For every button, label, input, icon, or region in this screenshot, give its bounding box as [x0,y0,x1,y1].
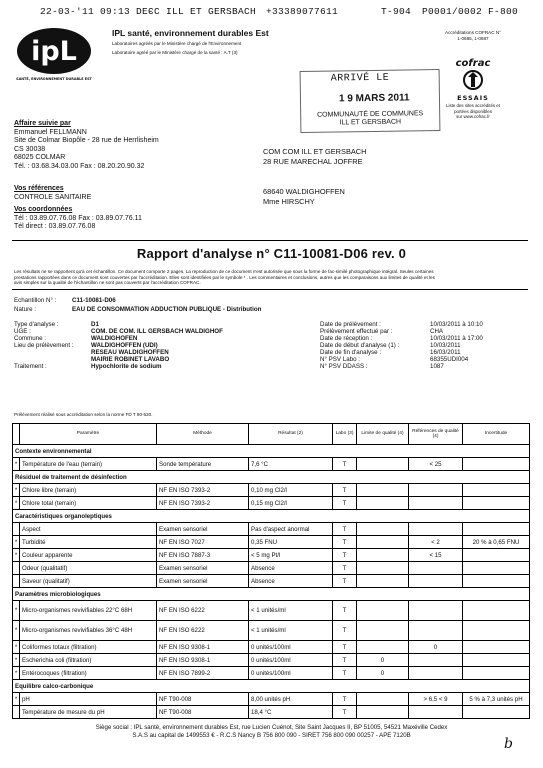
results-body [13,445,530,719]
cell-param: Aspect [20,523,157,536]
cell-limit [357,693,409,706]
cell-ref [409,575,463,588]
col-references: Références de qualité (4) [409,424,463,445]
cell-labo: T [333,497,357,510]
handwritten-mark: b [504,736,513,752]
cell-result: Absence [249,562,333,575]
contact-phone-fax: Tél. : 03.68.34.03.00 Fax : 08.20.20.90.32 [14,162,145,170]
accredited-marker: * [13,497,20,510]
accredited-marker: * [13,536,20,549]
col-incertitude: Incertitude [463,424,530,445]
cell-uncertainty [463,667,530,680]
accredited-marker: * [13,601,20,621]
table-row [13,706,530,719]
cell-result: 8,00 unités pH [249,693,333,706]
accredited-marker: * [13,621,20,641]
coordinates-line1: Tél : 03.89.07.76.08 Fax : 03.89.07.76.11 [14,214,142,222]
contact-address-1: Site de Colmar Biopôle - 28 rue de Herrlisheim [14,137,159,145]
cell-method: NF T90-008 [157,693,249,706]
cell-method: Examen sensoriel [157,575,249,588]
traitement-value: Hypochlorite de sodium [91,363,162,370]
accreditation-line2: 1-0685, 1-0687 [457,36,489,41]
col-parametre: Paramètre [20,424,157,445]
table-row [13,523,530,536]
cell-limit [357,621,409,641]
legal-notice [14,269,528,286]
accredited-marker: * [13,693,20,706]
cell-method: Examen sensoriel [157,562,249,575]
cell-uncertainty [463,523,530,536]
cell-labo: T [333,458,357,471]
accreditation [425,30,521,42]
recipient-address [263,147,367,167]
cell-uncertainty: 20 % à 0,65 FNU [463,536,530,549]
footer-line-2: S.A.S au capital de 1499553 € - R.C.S Nancy B 756 800 090 - SIRET 756 800 090 00257 - APE 7120B [132,732,411,739]
nature-label: Nature : [14,306,37,313]
fax-datetime: 22-03-'11 09:13 DE- [40,6,155,17]
table-header-row [13,424,530,445]
cell-param: Saveur (qualitatif) [20,575,157,588]
table-row [13,536,530,549]
cell-limit [357,497,409,510]
cell-method: NF EN ISO 9308-1 [157,641,249,654]
cell-uncertainty [463,601,530,621]
cell-uncertainty [463,621,530,641]
cell-limit [357,562,409,575]
ipl-logo [16,26,92,82]
cell-param: Chlore libre (terrain) [20,484,157,497]
contact-label: Affaire suivie par [14,120,71,127]
cell-limit [357,484,409,497]
cell-param: Coliformes totaux (filtration) [20,641,157,654]
section-title: Caractéristiques organoleptiques [13,510,530,523]
cell-param: pH [20,693,157,706]
references-block [14,185,254,202]
accredited-marker [13,575,20,588]
cell-limit [357,549,409,562]
date-recep-label: Date de réception : [320,335,373,342]
lab-approval-1: Laboratoires agréés par le Ministère chargé de l'Environnement [112,41,242,46]
cell-labo: T [333,484,357,497]
col-methode: Méthode [157,424,249,445]
accredited-marker [13,562,20,575]
cell-param: Odeur (qualitatif) [20,562,157,575]
date-prel-value: 10/03/2011 à 10:10 [430,321,483,328]
cell-labo: T [333,536,357,549]
cell-ref [409,621,463,641]
logo-letters: ipL [31,36,77,67]
contact-address-2: CS 30038 [14,145,46,153]
cell-ref [409,562,463,575]
references-label: Vos références [14,185,64,192]
cell-result: 7,6 °C [249,458,333,471]
accredited-marker: * [13,458,20,471]
cell-method: NF EN ISO 9308-1 [157,654,249,667]
date-fin-label: Date de fin d'analyse : [320,349,382,356]
table-row [13,621,530,641]
psv-ddass-value: 1087 [430,363,444,370]
section-row [13,445,530,458]
cell-method: NF T90-008 [157,706,249,719]
stamp-date: 1 9 MARS 2011 [338,92,410,105]
table-row [13,654,530,667]
cell-limit [357,641,409,654]
notice-line-1: Les résultats ne se rapportent qu'à cet échantillon. Ce document comporte 2 pages. La reproduction de ce document n'est autorisée que sous la forme de fac-similé photographique intégral. Seules certaines [14,269,434,274]
cell-result: 0,35 FNU [249,536,333,549]
date-prel-label: Date de prélèvement : [320,321,381,328]
logo-caption: SANTÉ, ENVIRONNEMENT DURABLE EST [16,77,92,81]
results-table [12,423,530,719]
cell-limit [357,458,409,471]
lab-approval-2: Laboratoire agréé par le Ministère chargé de la santé : A.T (3) [112,50,238,55]
cell-labo: T [333,601,357,621]
cell-result: 0 unités/100ml [249,654,333,667]
uge-value: COM. DE COM. ILL GERSBACH WALDIGHOF [91,328,223,335]
cell-labo: T [333,562,357,575]
cell-uncertainty [463,562,530,575]
cell-labo: T [333,693,357,706]
fax-header [40,6,533,20]
footer [0,724,543,740]
cell-labo: T [333,654,357,667]
psv-ddass-label: N° PSV DDASS : [320,363,368,370]
cell-labo: T [333,549,357,562]
cell-limit [357,601,409,621]
cell-ref [409,484,463,497]
lieu-label: Lieu de prélèvement : [14,342,74,349]
cell-param: Escherichia coli (filtration) [20,654,157,667]
cell-result: Absence [249,575,333,588]
traitement-label: Traitement : [14,363,47,370]
cell-param: Température de l'eau (terrain) [20,458,157,471]
received-stamp [300,69,441,133]
echantillon-label: Echantillon N° : [14,297,57,304]
cell-result: Pas d'aspect anormal [249,523,333,536]
cell-result: 0 unités/100ml [249,667,333,680]
section-title: Contexte environnemental [13,445,530,458]
cell-method: NF EN ISO 7027 [157,536,249,549]
date-debut-label: Date de début d'analyse (1) : [320,342,400,349]
col-resultat: Résultat (2) [249,424,333,445]
col-limite: Limite de qualité (4) [357,424,409,445]
ipl-logo-icon [16,26,92,82]
cell-result: 18,4 °C [249,706,333,719]
cell-ref [409,601,463,621]
cell-method: NF EN ISO 7899-2 [157,667,249,680]
cell-uncertainty [463,654,530,667]
section-title: Equilibre calco-carbonique [13,680,530,693]
cell-uncertainty [463,497,530,510]
table-row [13,641,530,654]
lab-header [112,28,302,56]
accredited-marker: * [13,484,20,497]
lieu-value-3: MAIRIE ROBINET LAVABO [91,356,170,363]
fax-job: T-904 [381,6,412,17]
fax-pages: P0001/0002 [422,6,483,17]
cell-uncertainty [463,641,530,654]
section-title: Résiduel de traitement de désinfection [13,471,530,484]
accredited-marker [13,523,20,536]
section-row [13,588,530,601]
cell-ref [409,706,463,719]
cell-ref [409,523,463,536]
recipient-city [263,187,345,207]
recipient-line3: 68640 WALDIGHOFFEN [263,187,345,196]
commune-value: WALDIGHOFEN [91,335,138,342]
cofrac-caption-1: Liste des sites accrédités et [446,103,500,108]
cell-limit [357,575,409,588]
cell-method: NF EN ISO 6222 [157,621,249,641]
footer-line-1: Siège social : IPL santé, environnement durables Est, rue Lucien Cuénot, Site Saint Jacques II, BP 51005, 54521 Maxéville Cedex [95,724,448,731]
references-value: CONTROLE SANITAIRE [14,193,92,201]
stamp-arrive: ARRIVÉ LE [330,72,390,85]
cell-ref [409,654,463,667]
contact-name: Emmanuel FELLMANN [14,128,87,136]
uge-label: UGE : [14,328,31,335]
cell-ref: < 15 [409,549,463,562]
cofrac-brand: cofrac [455,58,491,69]
cell-uncertainty [463,549,530,562]
date-debut-value: 10/03/2011 [430,342,461,349]
table-row [13,667,530,680]
cell-ref: > 6,5 < 9 [409,693,463,706]
title-rule-top [12,240,528,241]
commune-label: Commune : [14,335,46,342]
nature-value: EAU DE CONSOMMATION ADDUCTION PUBLIQUE - Distribution [72,306,262,313]
table-row [13,575,530,588]
cell-result: < 5 mg Pt/l [249,549,333,562]
cell-labo: T [333,523,357,536]
accredited-marker: * [13,667,20,680]
stamp-org-2: ILL ET GERSBACH [339,118,402,127]
table-row [13,693,530,706]
cofrac-caption-2: portées disponibles [454,108,492,114]
cell-labo: T [333,667,357,680]
lieu-value-1: WALDIGHOFFEN (UDI) [91,342,158,349]
psv-labo-value: 68355UDI004 [430,356,469,363]
recipient-line2: 28 RUE MARECHAL JOFFRE [263,157,363,166]
lieu-value-2: RESEAU WALDIGHOFFEN [91,349,169,356]
type-label: Type d'analyse : [14,321,59,328]
section-row [13,510,530,523]
echantillon-value: C11-10081-D06 [72,297,116,304]
cell-limit [357,706,409,719]
table-row [13,549,530,562]
cell-ref [409,667,463,680]
cell-result: 0 unités/100ml [249,641,333,654]
cell-param: Température de mesure du pH [20,706,157,719]
accreditation-line1: Accréditations COFRAC N° [445,30,501,35]
cell-method: Sonde température [157,458,249,471]
cell-limit: 0 [357,667,409,680]
cell-labo: T [333,575,357,588]
table-row [13,601,530,621]
cell-method: NF EN ISO 7887-3 [157,549,249,562]
cell-param: Chlore total (terrain) [20,497,157,510]
fax-phone: +33389077611 [266,6,339,17]
cofrac-essais: ESSAIS [457,94,489,102]
cell-uncertainty [463,458,530,471]
cell-method: NF EN ISO 7393-2 [157,497,249,510]
cell-method: NF EN ISO 6222 [157,601,249,621]
notice-line-2: prestations rapportées dans ce document sont couvertes par l'accréditation. Elles sont identifiées par le symbole * . Les commentaires et conclusions, autres que les comparaisons aux limites de qualité et les [14,274,435,280]
cell-ref: 0 [409,641,463,654]
cell-ref: < 25 [409,458,463,471]
fax-sender: CC ILL ET GERSBACH [148,6,257,17]
accreditation-note: Prélèvement réalisé sous accréditation selon la norme FD T 90-520. [14,412,153,417]
cofrac-caption-3: sur www.cofrac.fr [456,114,490,119]
table-row [13,562,530,575]
cell-limit: 0 [357,654,409,667]
coordinates-label: Vos coordonnées [14,206,73,213]
notice-line-3: avis simples sur la qualité de l'échantillon ne sont pas couverts par l'accréditation COFRAC. [14,280,201,286]
report-title: Rapport d'analyse n° C11-10081-D06 rev. 0 [136,246,407,261]
notice-rule [12,289,528,290]
cell-uncertainty [463,484,530,497]
psv-labo-label: N° PSV Labo : [320,356,360,363]
accredited-marker: * [13,549,20,562]
cell-limit [357,523,409,536]
stamp-org [304,110,436,128]
contact-block [14,120,254,172]
table-row [13,497,530,510]
accredited-marker [13,706,20,719]
coordinates-block [14,206,254,232]
accredited-marker: * [13,654,20,667]
col-labo: Labo (3) [333,424,357,445]
cell-uncertainty [463,575,530,588]
cell-param: Turbidité [20,536,157,549]
cell-result: < 1 unités/ml [249,621,333,641]
recipient-line1: COM COM ILL ET GERSBACH [263,147,367,156]
cell-labo: T [333,621,357,641]
cell-result: < 1 unités/ml [249,601,333,621]
type-value: D1 [91,321,99,328]
recipient-line4: Mme HIRSCHY [263,197,315,206]
cell-limit [357,536,409,549]
section-title: Paramètres microbiologiques [13,588,530,601]
cell-method: Examen sensoriel [157,523,249,536]
date-fin-value: 16/03/2011 [430,349,461,356]
prel-par-label: Prélèvement effectué par : [320,328,393,335]
cell-param: Entérocoques (filtration) [20,667,157,680]
cell-param: Micro-organismes revivifiables 36°C 48H [20,621,157,641]
cell-labo: T [333,641,357,654]
cell-param: Micro-organismes revivifiables 22°C 68H [20,601,157,621]
lab-name: IPL santé, environnement durables Est [112,28,269,38]
cell-ref: < 2 [409,536,463,549]
section-row [13,680,530,693]
cell-result: 0,10 mg Cl2/l [249,484,333,497]
cell-labo: T [333,706,357,719]
fax-code: F-800 [488,6,519,17]
table-row [13,458,530,471]
accredited-marker: * [13,641,20,654]
cell-ref [409,497,463,510]
coordinates-line2: Tél direct : 03.89.07.76.08 [14,223,96,231]
cell-result: 0,15 mg Cl2/l [249,497,333,510]
cell-method: NF EN ISO 7393-2 [157,484,249,497]
section-row [13,471,530,484]
stamp-org-1: COMMUNAUTÉ DE COMMUNES [317,110,424,119]
date-recep-value: 10/03/2011 à 17:00 [430,335,483,342]
cell-uncertainty [463,706,530,719]
prel-par-value: CHA [430,328,444,335]
cell-param: Couleur apparente [20,549,157,562]
contact-city: 68025 COLMAR [14,154,66,162]
cell-uncertainty: 5 % à 7,3 unités pH [463,693,530,706]
table-row [13,484,530,497]
